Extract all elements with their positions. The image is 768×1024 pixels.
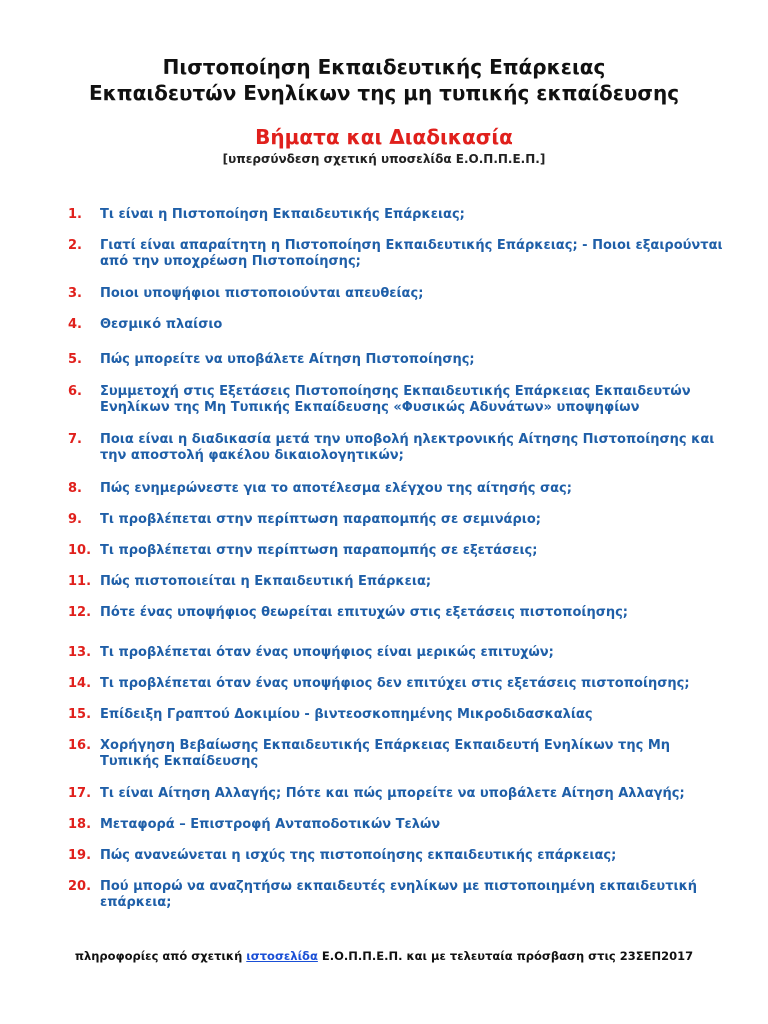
item-number: 4. [68, 317, 82, 332]
list-item-10[interactable] [68, 543, 728, 559]
item-link[interactable]: Τι είναι Αίτηση Αλλαγής; Πότε και πώς μπορείτε να υποβάλετε Αίτηση Αλλαγής; [100, 786, 685, 801]
list-item-19[interactable] [68, 848, 728, 864]
item-number: 7. [68, 432, 82, 447]
footer-text-after: Ε.Ο.Π.Π.Ε.Π. και με τελευταία πρόσβαση στις 23ΣΕΠ2017 [317, 949, 694, 963]
item-number: 11. [68, 574, 92, 589]
list-item-5[interactable] [68, 352, 728, 368]
item-link[interactable]: Πώς μπορείτε να υποβάλετε Αίτηση Πιστοποίησης; [100, 352, 475, 367]
item-link[interactable]: Πώς ανανεώνεται η ισχύς της πιστοποίησης εκπαιδευτικής επάρκειας; [100, 848, 617, 863]
item-number: 20. [68, 879, 92, 894]
item-number: 18. [68, 817, 92, 832]
footer-note [0, 948, 768, 964]
list-item-7[interactable] [68, 432, 728, 464]
item-link[interactable]: Πότε ένας υποψήφιος θεωρείται επιτυχών στις εξετάσεις πιστοποίησης; [100, 605, 628, 620]
item-number: 9. [68, 512, 82, 527]
item-link[interactable]: Πώς ενημερώνεστε για το αποτέλεσμα ελέγχου της αίτησής σας; [100, 481, 572, 496]
item-link[interactable]: Πώς πιστοποιείται η Εκπαιδευτική Επάρκεια; [100, 574, 432, 589]
list-item-8[interactable] [68, 481, 728, 497]
item-number: 16. [68, 738, 92, 753]
item-link[interactable]: Γιατί είναι απαραίτητη η Πιστοποίηση Εκπαιδευτικής Επάρκειας; - Ποιοι εξαιρούνται από την υποχρέωση Πιστοποίησης; [100, 238, 723, 269]
footer-website-link[interactable]: ιστοσελίδα [246, 949, 318, 963]
item-link[interactable]: Τι προβλέπεται στην περίπτωση παραπομπής σε εξετάσεις; [100, 543, 538, 558]
item-number: 3. [68, 286, 82, 301]
item-number: 13. [68, 645, 92, 660]
item-link[interactable]: Τι είναι η Πιστοποίηση Εκπαιδευτικής Επάρκειας; [100, 207, 465, 222]
list-item-20[interactable] [68, 879, 728, 911]
item-number: 2. [68, 238, 82, 253]
item-number: 17. [68, 786, 92, 801]
item-number: 6. [68, 384, 82, 399]
section-subtitle: Βήματα και Διαδικασία [255, 125, 513, 149]
item-link[interactable]: Ποιοι υποψήφιοι πιστοποιούνται απευθείας; [100, 286, 424, 301]
list-item-17[interactable] [68, 786, 728, 802]
item-link[interactable]: Επίδειξη Γραπτού Δοκιμίου - βιντεοσκοπημένης Μικροδιδασκαλίας [100, 707, 593, 722]
page-title-line2: Εκπαιδευτών Ενηλίκων της μη τυπικής εκπαίδευσης [88, 81, 680, 105]
footer-text-before: πληροφορίες από σχετική [74, 949, 247, 963]
list-item-14[interactable] [68, 676, 728, 692]
item-number: 14. [68, 676, 92, 691]
item-link[interactable]: Πού μπορώ να αναζητήσω εκπαιδευτές ενηλίκων με πιστοποιημένη εκπαιδευτική επάρκεια; [100, 879, 698, 910]
list-item-4[interactable] [68, 317, 728, 333]
page-title-line1: Πιστοποίηση Εκπαιδευτικής Επάρκειας [162, 55, 606, 79]
item-number: 15. [68, 707, 92, 722]
item-link[interactable]: Μεταφορά – Επιστροφή Ανταποδοτικών Τελών [100, 817, 441, 832]
list-item-1[interactable] [68, 207, 728, 223]
list-item-3[interactable] [68, 286, 728, 302]
list-item-13[interactable] [68, 645, 728, 661]
item-link[interactable]: Θεσμικό πλαίσιο [100, 317, 223, 332]
item-number: 10. [68, 543, 92, 558]
item-number: 12. [68, 605, 92, 620]
list-item-2[interactable] [68, 238, 728, 270]
list-item-16[interactable] [68, 738, 728, 770]
list-item-11[interactable] [68, 574, 728, 590]
list-item-9[interactable] [68, 512, 728, 528]
item-number: 1. [68, 207, 82, 222]
item-number: 19. [68, 848, 92, 863]
item-link[interactable]: Συμμετοχή στις Εξετάσεις Πιστοποίησης Εκπαιδευτικής Επάρκειας Εκπαιδευτών Ενηλίκων της Μη Τυπικής Εκπαίδευσης «Φυσικώς Αδυνάτων» υποψηφίων [100, 384, 691, 415]
item-link[interactable]: Τι προβλέπεται όταν ένας υποψήφιος είναι μερικώς επιτυχών; [100, 645, 554, 660]
item-number: 5. [68, 352, 82, 367]
hyperlink-note[interactable]: [υπερσύνδεση σχετική υποσελίδα Ε.Ο.Π.Π.Ε.Π.] [222, 152, 546, 166]
item-link[interactable]: Τι προβλέπεται όταν ένας υποψήφιος δεν επιτύχει στις εξετάσεις πιστοποίησης; [100, 676, 690, 691]
item-link[interactable]: Χορήγηση Βεβαίωσης Εκπαιδευτικής Επάρκειας Εκπαιδευτή Ενηλίκων της Μη Τυπικής Εκπαίδευσης [100, 738, 671, 769]
list-item-15[interactable] [68, 707, 728, 723]
item-link[interactable]: Τι προβλέπεται στην περίπτωση παραπομπής σε σεμινάριο; [100, 512, 541, 527]
item-number: 8. [68, 481, 82, 496]
item-link[interactable]: Ποια είναι η διαδικασία μετά την υποβολή ηλεκτρονικής Αίτησης Πιστοποίησης και την αποστολή φακέλου δικαιολογητικών; [100, 432, 715, 463]
list-item-18[interactable] [68, 817, 728, 833]
list-item-6[interactable] [68, 384, 728, 416]
list-item-12[interactable] [68, 605, 728, 621]
